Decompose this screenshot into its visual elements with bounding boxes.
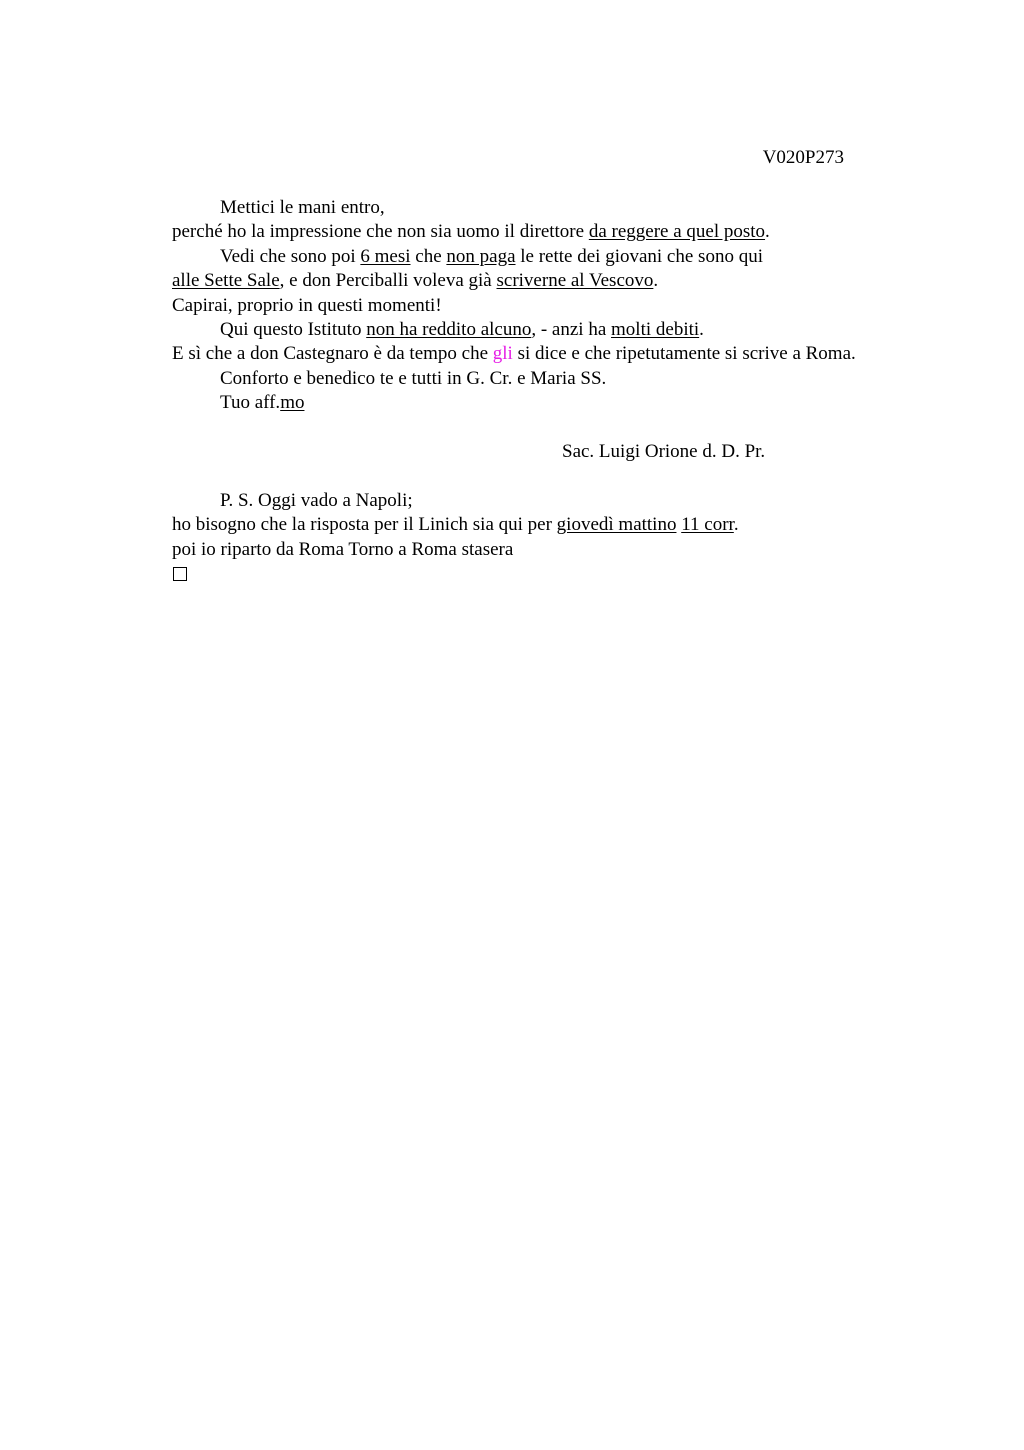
paragraph-1-line-2 — [172, 220, 862, 244]
text: . — [765, 221, 770, 243]
underlined-text: giovedì mattino — [556, 514, 677, 536]
underlined-text: non ha reddito alcuno — [366, 319, 532, 341]
postscript-line-2 — [172, 513, 862, 537]
underlined-text: molti debiti — [611, 319, 700, 341]
text: perché ho la impressione che non sia uomo il direttore — [172, 221, 589, 243]
paragraph-4-line-1: Conforto e benedico te e tutti in G. Cr. e Maria SS. — [220, 367, 607, 389]
text: . — [733, 514, 739, 536]
text: le rette dei giovani che sono qui — [515, 245, 763, 267]
underlined-text: alle Sette Sale — [172, 270, 280, 292]
paragraph-2-line-1 — [172, 245, 862, 269]
text: , - anzi ha — [531, 319, 612, 341]
paragraph-1-line-1: Mettici le mani entro, — [220, 197, 385, 218]
underlined-text: mo — [280, 392, 305, 414]
spacer — [172, 416, 862, 440]
postscript-line-1: P. S. Oggi vado a Napoli; — [220, 489, 413, 511]
text: Qui questo Istituto — [220, 319, 367, 341]
text: E sì che a don Castegnaro è da tempo che — [172, 343, 493, 365]
text: ho bisogno che la risposta per il Linich sia qui per — [172, 514, 557, 536]
signature: Sac. Luigi Orione d. D. Pr. — [562, 441, 766, 463]
underlined-text: 6 mesi — [360, 245, 411, 267]
underlined-text: 11 corr — [681, 514, 734, 536]
paragraph-2-line-2 — [172, 269, 862, 293]
text: Tuo aff. — [220, 392, 281, 414]
closing-line — [172, 391, 862, 415]
underlined-text: non paga — [446, 245, 516, 267]
underlined-text: scriverne al Vescovo — [496, 270, 654, 292]
end-marker — [172, 562, 862, 588]
square-icon — [173, 567, 187, 581]
text: si dice e che ripetutamente si scrive a Roma. — [512, 343, 856, 365]
letter-body — [172, 196, 862, 588]
text: che — [410, 245, 447, 267]
text: Vedi che sono poi — [220, 245, 361, 267]
highlighted-text: gli — [492, 343, 513, 365]
text: . — [653, 270, 659, 292]
page-code: V020P273 — [762, 147, 844, 168]
paragraph-3-line-1 — [172, 318, 862, 342]
text: , e don Perciballi voleva già — [279, 270, 497, 292]
spacer — [172, 464, 862, 488]
postscript-line-3: poi io riparto da Roma Torno a Roma stasera — [172, 538, 514, 560]
paragraph-2-line-3: Capirai, proprio in questi momenti! — [172, 294, 442, 316]
underlined-text: da reggere a quel posto — [588, 221, 766, 243]
text: . — [699, 319, 704, 341]
paragraph-3-line-2 — [172, 342, 862, 366]
